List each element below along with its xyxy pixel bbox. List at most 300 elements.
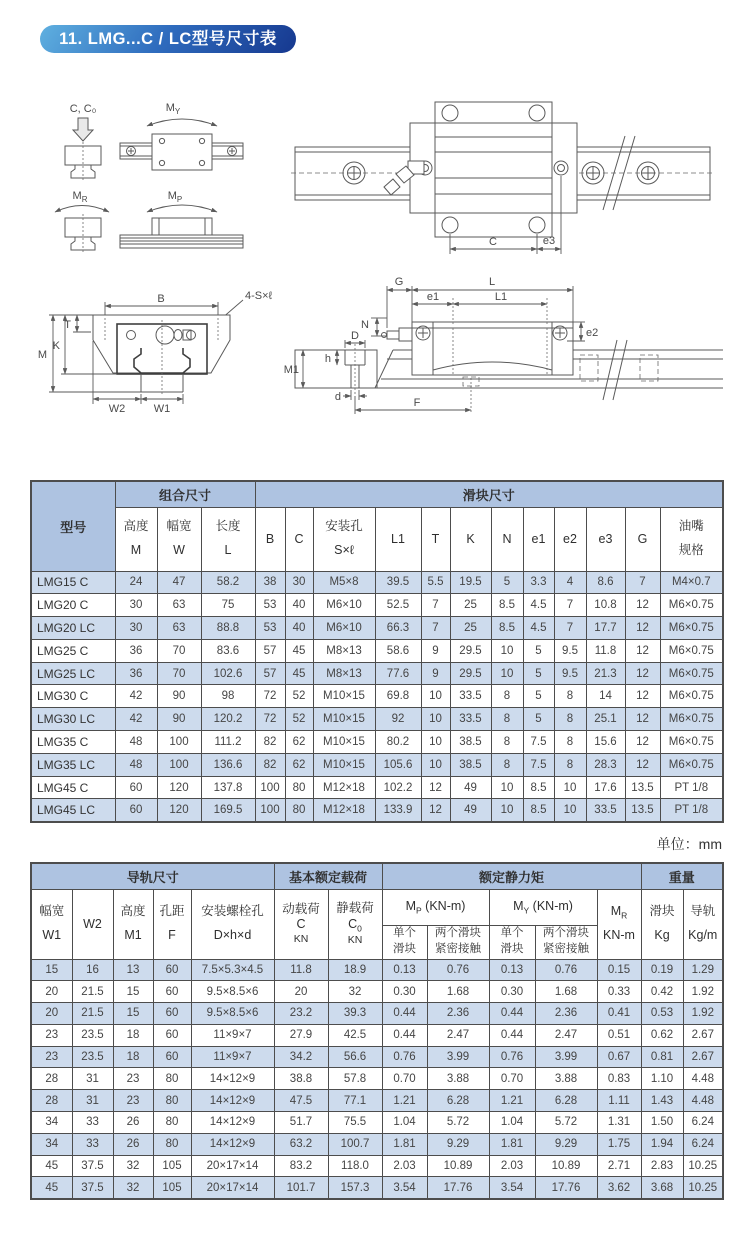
cell: 10.89 bbox=[427, 1155, 489, 1177]
cell: LMG45 C bbox=[31, 776, 115, 799]
technical-drawings bbox=[25, 78, 725, 448]
cell: 11.8 bbox=[274, 959, 328, 981]
cell: 3.99 bbox=[535, 1046, 597, 1068]
cell: 26 bbox=[113, 1133, 153, 1155]
cell: M6×0.75 bbox=[660, 731, 723, 754]
col-header-n: N bbox=[491, 507, 523, 571]
cell: 0.42 bbox=[641, 981, 683, 1003]
cell: 23 bbox=[31, 1046, 72, 1068]
cell: 1.11 bbox=[597, 1090, 641, 1112]
table-row bbox=[31, 959, 723, 981]
cell: 42 bbox=[115, 685, 157, 708]
col-header-k: K bbox=[450, 507, 491, 571]
cell: 30 bbox=[285, 571, 313, 594]
cell: LMG30 C bbox=[31, 685, 115, 708]
cell: 2.47 bbox=[427, 1024, 489, 1046]
cell: 15 bbox=[113, 981, 153, 1003]
table-row bbox=[31, 799, 723, 822]
col-header-t: T bbox=[421, 507, 450, 571]
cell: 38.8 bbox=[274, 1068, 328, 1090]
cell: 1.04 bbox=[382, 1112, 427, 1134]
cell: 9.29 bbox=[427, 1133, 489, 1155]
cell: 12 bbox=[625, 617, 660, 640]
cell: 45 bbox=[285, 639, 313, 662]
cell: 23 bbox=[31, 1024, 72, 1046]
cell: 62 bbox=[285, 731, 313, 754]
cell: 1.68 bbox=[427, 981, 489, 1003]
mr-label: $M_R$ bbox=[72, 190, 88, 204]
cell: 31 bbox=[72, 1090, 113, 1112]
cell: 21.5 bbox=[72, 981, 113, 1003]
cell: 10 bbox=[491, 799, 523, 822]
cell: LMG30 LC bbox=[31, 708, 115, 731]
cell: 5.5 bbox=[421, 571, 450, 594]
cell: 12 bbox=[625, 731, 660, 754]
cell: 10 bbox=[554, 799, 586, 822]
cell: 133.9 bbox=[375, 799, 421, 822]
cell: 49 bbox=[450, 776, 491, 799]
cell: 92 bbox=[375, 708, 421, 731]
cell: 29.5 bbox=[450, 662, 491, 685]
cell: 28 bbox=[31, 1068, 72, 1090]
cell: 0.19 bbox=[641, 959, 683, 981]
cell: 34.2 bbox=[274, 1046, 328, 1068]
cell: 9 bbox=[421, 639, 450, 662]
holes-callout: 4-S×ℓ bbox=[245, 290, 273, 302]
cell: 62 bbox=[285, 753, 313, 776]
col-header-nipple: 油嘴 规格 bbox=[660, 507, 723, 571]
cell: 31 bbox=[72, 1068, 113, 1090]
cell: 8 bbox=[554, 708, 586, 731]
cell: 7 bbox=[554, 617, 586, 640]
cell: 0.44 bbox=[382, 1024, 427, 1046]
cell: 0.13 bbox=[382, 959, 427, 981]
table-row bbox=[31, 1177, 723, 1199]
cell: LMG45 LC bbox=[31, 799, 115, 822]
col-header-mount-hole: 安装孔 S×ℓ bbox=[313, 507, 375, 571]
dim-label-t: T bbox=[64, 319, 71, 331]
col-header-mp-single: 单个 滑块 bbox=[382, 925, 427, 959]
cell: 11×9×7 bbox=[191, 1046, 274, 1068]
cell: 53 bbox=[255, 617, 285, 640]
group-header-rail: 导轨尺寸 bbox=[31, 863, 274, 889]
cell: 12 bbox=[421, 776, 450, 799]
table-row bbox=[31, 776, 723, 799]
cell: 80.2 bbox=[375, 731, 421, 754]
cell: 0.81 bbox=[641, 1046, 683, 1068]
cell: 102.2 bbox=[375, 776, 421, 799]
cell: 12 bbox=[625, 594, 660, 617]
dim-label-l: L bbox=[488, 276, 496, 288]
cell: 56.6 bbox=[328, 1046, 382, 1068]
cell: 3.54 bbox=[382, 1177, 427, 1199]
cell: 48 bbox=[115, 753, 157, 776]
cell: 12 bbox=[625, 685, 660, 708]
cell: 7 bbox=[421, 594, 450, 617]
dim-label-m1: M1 bbox=[283, 364, 299, 376]
cell: 0.76 bbox=[535, 959, 597, 981]
cell: 63 bbox=[157, 617, 201, 640]
cell: 60 bbox=[115, 799, 157, 822]
cell: 52 bbox=[285, 708, 313, 731]
cell: 6.28 bbox=[535, 1090, 597, 1112]
table-row bbox=[31, 1046, 723, 1068]
col-header-e2: e2 bbox=[554, 507, 586, 571]
cell: 51.7 bbox=[274, 1112, 328, 1134]
cell: 24 bbox=[115, 571, 157, 594]
cell: 7.5 bbox=[523, 731, 554, 754]
cell: 58.2 bbox=[201, 571, 255, 594]
cell: 2.67 bbox=[683, 1024, 723, 1046]
cell: 47 bbox=[157, 571, 201, 594]
cell: 25.1 bbox=[586, 708, 625, 731]
cell: 45 bbox=[285, 662, 313, 685]
cell: 5 bbox=[523, 662, 554, 685]
cell: 33.5 bbox=[450, 685, 491, 708]
col-header-length-l: 长度 L bbox=[201, 507, 255, 571]
side-view-diagram bbox=[284, 276, 723, 414]
cell: 36 bbox=[115, 639, 157, 662]
cell: 80 bbox=[153, 1133, 191, 1155]
front-view-diagram bbox=[38, 290, 273, 415]
cell: 25 bbox=[450, 617, 491, 640]
cell: 7 bbox=[625, 571, 660, 594]
table-row bbox=[31, 594, 723, 617]
cell: 102.6 bbox=[201, 662, 255, 685]
col-header-height-m: 高度 M bbox=[115, 507, 157, 571]
cell: 38.5 bbox=[450, 753, 491, 776]
cell: 3.88 bbox=[427, 1068, 489, 1090]
cell: 49 bbox=[450, 799, 491, 822]
table-row bbox=[31, 639, 723, 662]
cell: 17.6 bbox=[586, 776, 625, 799]
cell: M6×0.75 bbox=[660, 639, 723, 662]
cell: 1.43 bbox=[641, 1090, 683, 1112]
cell: M4×0.7 bbox=[660, 571, 723, 594]
cell: 0.76 bbox=[382, 1046, 427, 1068]
cell: 57.8 bbox=[328, 1068, 382, 1090]
cell: 100 bbox=[255, 799, 285, 822]
dim-label-e1: e1 bbox=[426, 291, 440, 303]
table-row bbox=[31, 753, 723, 776]
cell: 111.2 bbox=[201, 731, 255, 754]
col-header-f: 孔距 F bbox=[153, 889, 191, 959]
cell: 37.5 bbox=[72, 1155, 113, 1177]
cell: 39.3 bbox=[328, 1003, 382, 1025]
col-header-mp: $M_P$ (KN-m) bbox=[382, 889, 489, 925]
cell: 2.83 bbox=[641, 1155, 683, 1177]
cell: 38.5 bbox=[450, 731, 491, 754]
col-header-bolt: 安装螺栓孔 D×h×d bbox=[191, 889, 274, 959]
cell: 0.83 bbox=[597, 1068, 641, 1090]
cell: 63.2 bbox=[274, 1133, 328, 1155]
cell: 0.76 bbox=[427, 959, 489, 981]
cell: 0.44 bbox=[489, 1003, 535, 1025]
cell: 0.15 bbox=[597, 959, 641, 981]
moment-mr-diagram bbox=[55, 190, 109, 253]
cell: 120 bbox=[157, 799, 201, 822]
col-header-my-double: 两个滑块 紧密接触 bbox=[535, 925, 597, 959]
cell: 12 bbox=[625, 662, 660, 685]
cell: LMG35 LC bbox=[31, 753, 115, 776]
cell: 6.28 bbox=[427, 1090, 489, 1112]
cell: 105.6 bbox=[375, 753, 421, 776]
cell: 13.5 bbox=[625, 776, 660, 799]
cell: 8 bbox=[491, 708, 523, 731]
cell: M6×0.75 bbox=[660, 753, 723, 776]
cell: 10 bbox=[554, 776, 586, 799]
cell: 33.5 bbox=[586, 799, 625, 822]
cell: 0.53 bbox=[641, 1003, 683, 1025]
cell: 88.8 bbox=[201, 617, 255, 640]
cell: 8.6 bbox=[586, 571, 625, 594]
dim-label-w1: W1 bbox=[153, 403, 171, 415]
cell: 5 bbox=[523, 708, 554, 731]
block-dimension-table bbox=[30, 480, 724, 823]
cell: 5 bbox=[491, 571, 523, 594]
dim-label-g: G bbox=[394, 276, 404, 288]
col-header-dynamic-load: 动载荷 C KN bbox=[274, 889, 328, 959]
cell: M6×0.75 bbox=[660, 708, 723, 731]
cell: 98 bbox=[201, 685, 255, 708]
moment-mp-diagram bbox=[120, 190, 243, 248]
cell: LMG25 LC bbox=[31, 662, 115, 685]
cell: 21.3 bbox=[586, 662, 625, 685]
table-row bbox=[31, 685, 723, 708]
cell: 100 bbox=[255, 776, 285, 799]
cell: 9.5×8.5×6 bbox=[191, 1003, 274, 1025]
cell: 12 bbox=[421, 799, 450, 822]
cell: 15 bbox=[31, 959, 72, 981]
cell: M6×0.75 bbox=[660, 594, 723, 617]
dim-label-e2: e2 bbox=[586, 327, 599, 339]
moment-my-diagram bbox=[120, 102, 243, 170]
cell: 0.30 bbox=[382, 981, 427, 1003]
cell: 60 bbox=[153, 1024, 191, 1046]
cell: 60 bbox=[153, 959, 191, 981]
cell: 9.5 bbox=[554, 662, 586, 685]
cell: 29.5 bbox=[450, 639, 491, 662]
col-header-mr: $M_R$ KN-m bbox=[597, 889, 641, 959]
cell: 23.5 bbox=[72, 1046, 113, 1068]
cell: 0.41 bbox=[597, 1003, 641, 1025]
cell: 2.71 bbox=[597, 1155, 641, 1177]
col-header-static-load: 静载荷 $C_0$ KN bbox=[328, 889, 382, 959]
cell: 33 bbox=[72, 1112, 113, 1134]
cell: 52 bbox=[285, 685, 313, 708]
cell: 8.5 bbox=[523, 799, 554, 822]
col-header-width-w: 幅宽 W bbox=[157, 507, 201, 571]
dim-label-m: M bbox=[37, 349, 47, 361]
cell: 37.5 bbox=[72, 1177, 113, 1199]
cell: 17.7 bbox=[586, 617, 625, 640]
dim-label-c: C bbox=[489, 236, 497, 248]
cell: 5 bbox=[523, 639, 554, 662]
table-row bbox=[31, 662, 723, 685]
cell: 42.5 bbox=[328, 1024, 382, 1046]
cell: 10.8 bbox=[586, 594, 625, 617]
table-row bbox=[31, 617, 723, 640]
cell: LMG20 C bbox=[31, 594, 115, 617]
cell: 82 bbox=[255, 731, 285, 754]
dim-label-h: h bbox=[324, 353, 331, 365]
cell: 1.29 bbox=[683, 959, 723, 981]
col-header-g: G bbox=[625, 507, 660, 571]
cell: 77.6 bbox=[375, 662, 421, 685]
cell: 28 bbox=[31, 1090, 72, 1112]
cell: 2.67 bbox=[683, 1046, 723, 1068]
cell: 0.70 bbox=[382, 1068, 427, 1090]
cell: M6×0.75 bbox=[660, 662, 723, 685]
cell: 0.70 bbox=[489, 1068, 535, 1090]
cell: M10×15 bbox=[313, 685, 375, 708]
cell: 14×12×9 bbox=[191, 1112, 274, 1134]
cell: 6.24 bbox=[683, 1112, 723, 1134]
cell: 23 bbox=[113, 1068, 153, 1090]
cell: M10×15 bbox=[313, 731, 375, 754]
cell: 4.5 bbox=[523, 617, 554, 640]
cell: 2.36 bbox=[427, 1003, 489, 1025]
col-header-block-weight: 滑块 Kg bbox=[641, 889, 683, 959]
cell: 14 bbox=[586, 685, 625, 708]
cell: 58.6 bbox=[375, 639, 421, 662]
cell: 75 bbox=[201, 594, 255, 617]
cell: 0.44 bbox=[489, 1024, 535, 1046]
cell: 8.5 bbox=[491, 617, 523, 640]
cell: 169.5 bbox=[201, 799, 255, 822]
cell: LMG25 C bbox=[31, 639, 115, 662]
cell: 2.36 bbox=[535, 1003, 597, 1025]
dim-label-d-counterbore: D bbox=[351, 330, 359, 342]
cell: 75.5 bbox=[328, 1112, 382, 1134]
group-header-load: 基本额定载荷 bbox=[274, 863, 382, 889]
cell: 57 bbox=[255, 662, 285, 685]
cell: 136.6 bbox=[201, 753, 255, 776]
cell: 0.67 bbox=[597, 1046, 641, 1068]
cell: 66.3 bbox=[375, 617, 421, 640]
cell: 25 bbox=[450, 594, 491, 617]
cell: LMG15 C bbox=[31, 571, 115, 594]
cell: 90 bbox=[157, 708, 201, 731]
cell: 53 bbox=[255, 594, 285, 617]
cell: 77.1 bbox=[328, 1090, 382, 1112]
cell: 1.21 bbox=[382, 1090, 427, 1112]
cell: 15.6 bbox=[586, 731, 625, 754]
group-header-weight: 重量 bbox=[641, 863, 723, 889]
cell: 100.7 bbox=[328, 1133, 382, 1155]
page-title: 11. LMG...C / LC型号尺寸表 bbox=[40, 25, 296, 53]
cell: 80 bbox=[153, 1068, 191, 1090]
cell: 11.8 bbox=[586, 639, 625, 662]
cell: 12 bbox=[625, 708, 660, 731]
cell: 69.8 bbox=[375, 685, 421, 708]
cell: 70 bbox=[157, 639, 201, 662]
cell: 4.48 bbox=[683, 1090, 723, 1112]
cell: 8 bbox=[554, 753, 586, 776]
cell: M10×15 bbox=[313, 753, 375, 776]
cell: 1.10 bbox=[641, 1068, 683, 1090]
table-row bbox=[31, 1003, 723, 1025]
cell: M6×0.75 bbox=[660, 685, 723, 708]
dim-label-l1: L1 bbox=[494, 291, 508, 303]
rail-load-table bbox=[30, 862, 724, 1200]
cell: 3.54 bbox=[489, 1177, 535, 1199]
table-row bbox=[31, 731, 723, 754]
grease-nipple-side bbox=[382, 328, 413, 341]
cell: 8 bbox=[491, 753, 523, 776]
cell: 90 bbox=[157, 685, 201, 708]
cell: 9.29 bbox=[535, 1133, 597, 1155]
cell: 14×12×9 bbox=[191, 1133, 274, 1155]
cell: 80 bbox=[153, 1090, 191, 1112]
cell: 9 bbox=[421, 662, 450, 685]
cell: 21.5 bbox=[72, 1003, 113, 1025]
table-row bbox=[31, 1068, 723, 1090]
cell: 2.03 bbox=[382, 1155, 427, 1177]
cell: 10 bbox=[421, 685, 450, 708]
cell: LMG20 LC bbox=[31, 617, 115, 640]
cell: 20 bbox=[274, 981, 328, 1003]
cell: 80 bbox=[285, 776, 313, 799]
cell: 17.76 bbox=[427, 1177, 489, 1199]
cell: 80 bbox=[285, 799, 313, 822]
cell: 23 bbox=[113, 1090, 153, 1112]
cell: 82 bbox=[255, 753, 285, 776]
cell: 7.5 bbox=[523, 753, 554, 776]
cell: 7 bbox=[421, 617, 450, 640]
cell: 40 bbox=[285, 594, 313, 617]
cell: 1.81 bbox=[382, 1133, 427, 1155]
cell: 8.5 bbox=[491, 594, 523, 617]
cell: 12 bbox=[625, 639, 660, 662]
cell: 3.99 bbox=[427, 1046, 489, 1068]
cell: 26 bbox=[113, 1112, 153, 1134]
cell: 0.44 bbox=[382, 1003, 427, 1025]
cell: 100 bbox=[157, 731, 201, 754]
cell: 33 bbox=[72, 1133, 113, 1155]
cell: 1.92 bbox=[683, 1003, 723, 1025]
group-header-assembly: 组合尺寸 bbox=[115, 481, 255, 507]
cell: 14×12×9 bbox=[191, 1090, 274, 1112]
cell: 10 bbox=[421, 731, 450, 754]
col-header-b: B bbox=[255, 507, 285, 571]
cell: 0.51 bbox=[597, 1024, 641, 1046]
table-row bbox=[31, 981, 723, 1003]
cell: 0.62 bbox=[641, 1024, 683, 1046]
col-header-e1: e1 bbox=[523, 507, 554, 571]
cell: 28.3 bbox=[586, 753, 625, 776]
cell: 16 bbox=[72, 959, 113, 981]
cell: 47.5 bbox=[274, 1090, 328, 1112]
col-header-rail-weight: 导轨 Kg/m bbox=[683, 889, 723, 959]
cell: 8 bbox=[554, 685, 586, 708]
cell: PT 1/8 bbox=[660, 776, 723, 799]
cell: 60 bbox=[153, 1003, 191, 1025]
cell: 105 bbox=[153, 1155, 191, 1177]
cell: 20 bbox=[31, 981, 72, 1003]
cell: 32 bbox=[328, 981, 382, 1003]
cell: 33.5 bbox=[450, 708, 491, 731]
cell: 5 bbox=[523, 685, 554, 708]
cell: 32 bbox=[113, 1177, 153, 1199]
table-row bbox=[31, 708, 723, 731]
cell: 10.25 bbox=[683, 1177, 723, 1199]
cell: 10 bbox=[491, 639, 523, 662]
cell: 120.2 bbox=[201, 708, 255, 731]
cell: 60 bbox=[115, 776, 157, 799]
cell: 32 bbox=[113, 1155, 153, 1177]
cell: 6.24 bbox=[683, 1133, 723, 1155]
